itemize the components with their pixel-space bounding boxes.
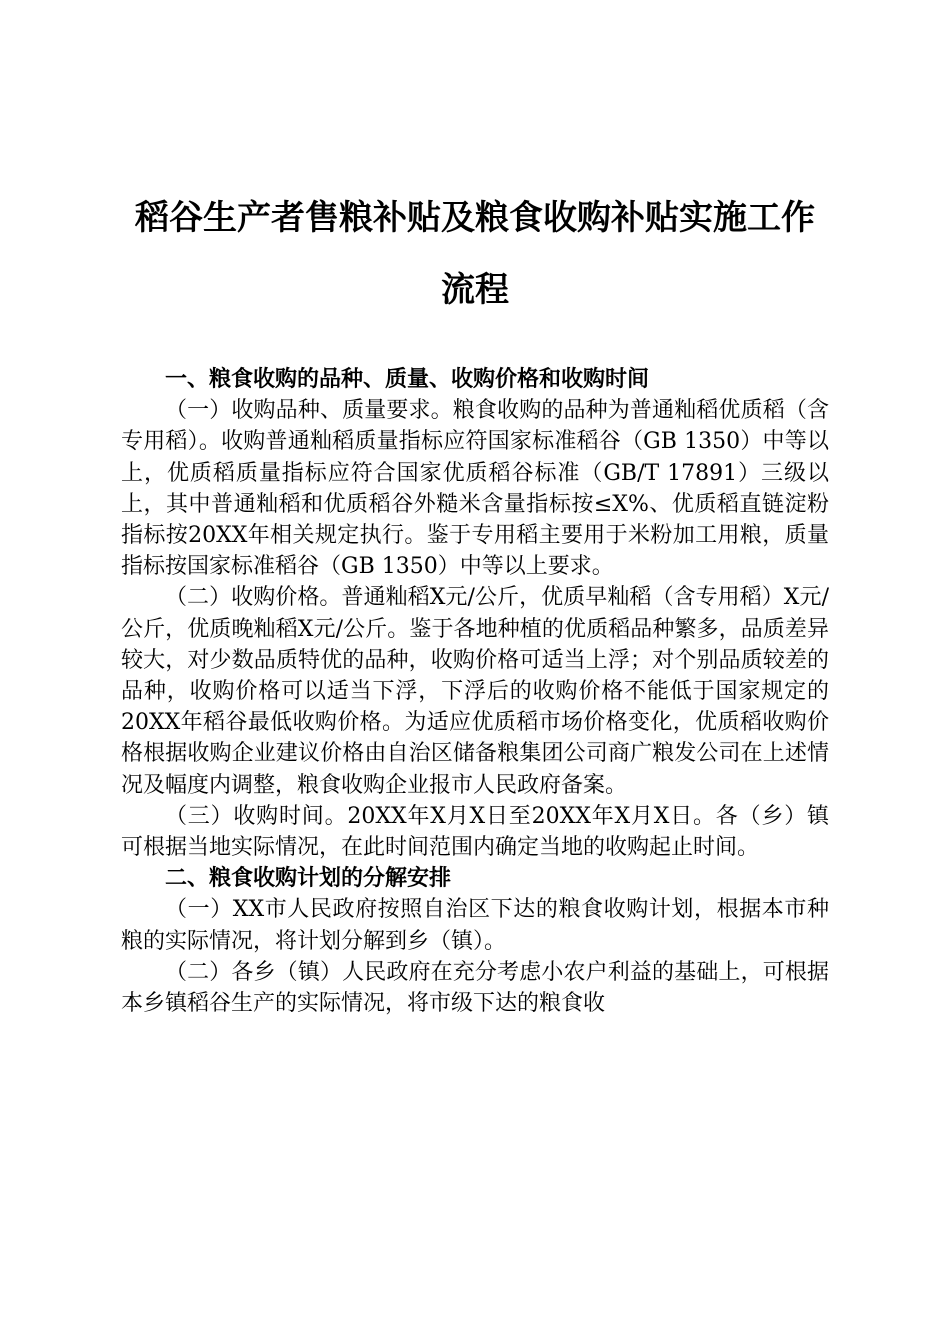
section-heading: 二、粮食收购计划的分解安排 <box>165 866 452 892</box>
section-heading: 一、粮食收购的品种、质量、收购价格和收购时间 <box>165 367 650 392</box>
paragraph: （二）各乡（镇）人民政府在充分考虑小农户利益的基础上，可根据本乡镇稻谷生产的实际情况，将市级下达的粮食收 <box>121 959 829 1017</box>
paragraph: （三）收购时间。20XX年X月X日至20XX年X月X日。各（乡）镇可根据当地实际情况，在此时间范围内确定当地的收购起止时间。 <box>121 803 829 861</box>
paragraph: （二）收购价格。普通籼稻X元/公斤，优质早籼稻（含专用稻）X元/公斤，优质晚籼稻X元/公斤。鉴于各地种植的优质稻品种繁多，品质差异较大，对少数品质特优的品种，收购价格可适当上浮；对个别品质较差的品种，收购价格可以适当下浮，下浮后的收购价格不能低于国家规定的20XX年稻谷最低收购价格。为适应优质稻市场价格变化，优质稻收购价格根据收购企业建议价格由自治区储备粮集团公司商广粮发公司在上述情况及幅度内调整，粮食收购企业报市人民政府备案。 <box>121 585 829 798</box>
document-title-line-2: 流程 <box>441 270 509 310</box>
paragraph: （一）XX市人民政府按照自治区下达的粮食收购计划，根据本市种粮的实际情况，将计划分解到乡（镇）。 <box>121 897 829 954</box>
document-title-line-1: 稻谷生产者售粮补贴及粮食收购补贴实施工作 <box>135 198 815 238</box>
paragraph: （一）收购品种、质量要求。粮食收购的品种为普通籼稻优质稻（含专用稻）。收购普通籼稻质量指标应符国家标准稻谷（GB 1350）中等以上，优质稻质量指标应符合国家优质稻谷标准（GB/T 17891）三级以上，其中普通籼稻和优质稻谷外糙米含量指标按≤X%、优质稻直链淀粉指标按20XX年相关规定执行。鉴于专用稻主要用于米粉加工用粮，质量指标按国家标准稻谷（GB 1350）中等以上要求。 <box>121 398 829 580</box>
document-body <box>121 364 829 1019</box>
